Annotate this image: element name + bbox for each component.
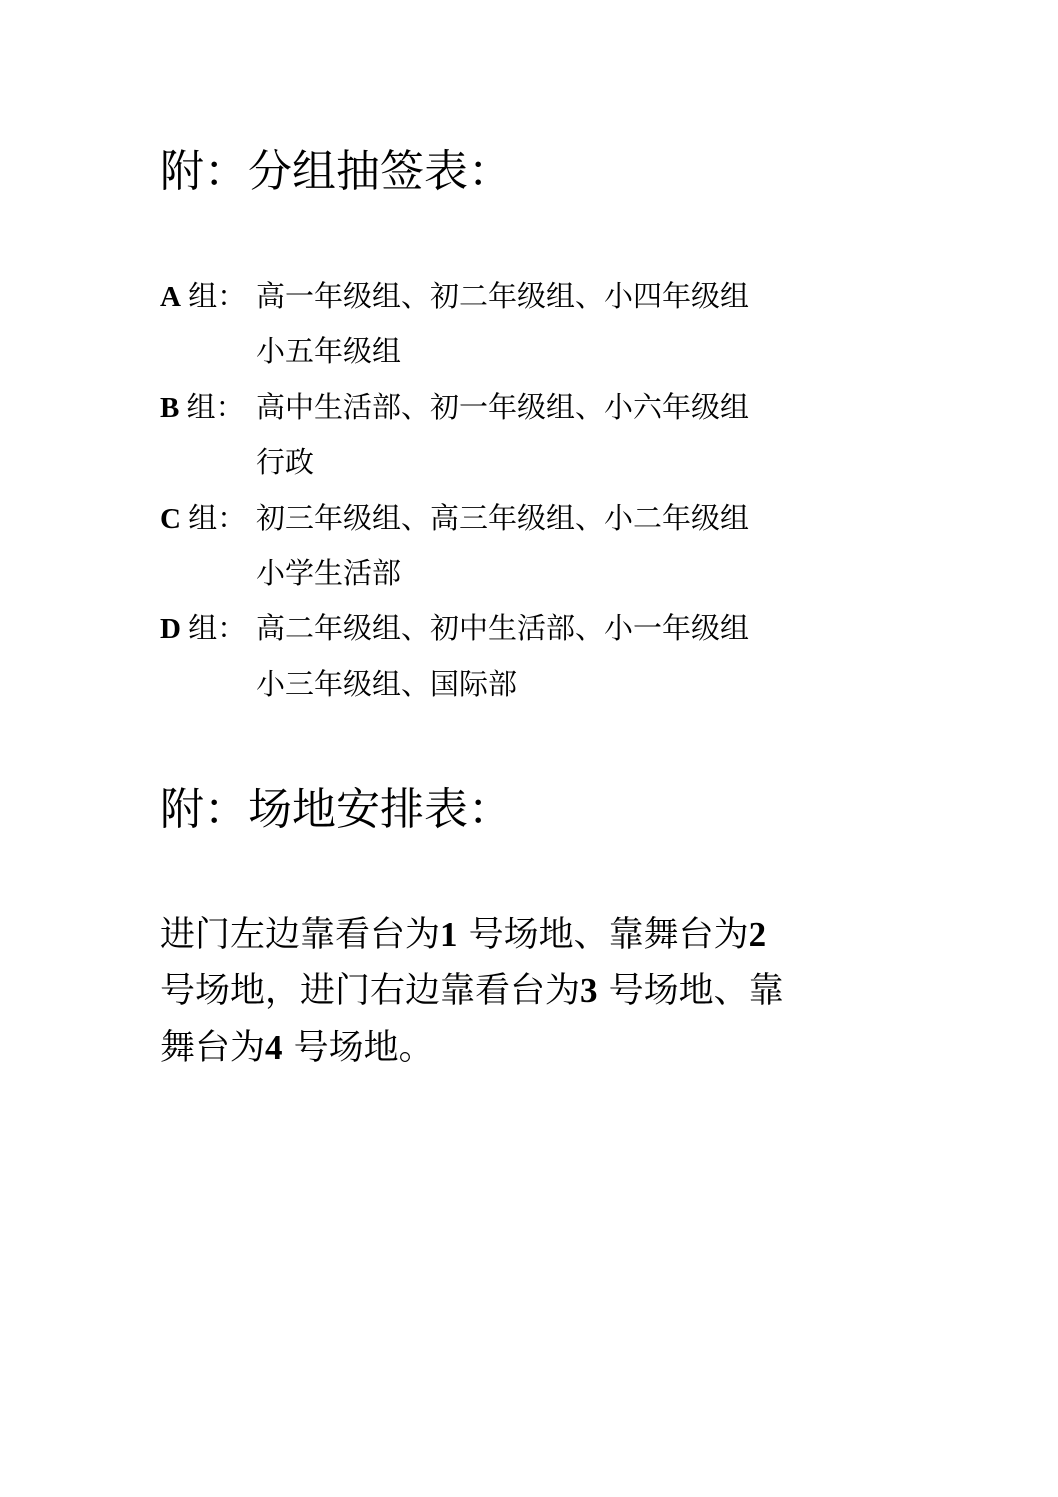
group-c-members-continued: 小学生活部 [256, 556, 402, 590]
group-c-suffix: 组： [180, 503, 247, 535]
venue-table-heading: 附：场地安排表： [160, 784, 512, 835]
group-c-label [160, 505, 256, 534]
group-c-letter: C [160, 503, 181, 535]
group-b-label [160, 394, 256, 423]
group-d-label [160, 615, 256, 644]
group-d-members-continued: 小三年级组、国际部 [256, 667, 518, 701]
venue-number: 4 [265, 1028, 283, 1067]
venue-text-line-1 [160, 917, 766, 953]
group-a-row [160, 279, 750, 313]
venue-text-segment: 号场地、靠舞台为 [457, 915, 749, 955]
venue-number: 3 [580, 971, 598, 1010]
draw-table-heading: 附：分组抽签表： [160, 146, 512, 197]
venue-text-segment: 进门左边靠看台为 [160, 915, 441, 955]
group-d-suffix: 组： [180, 613, 247, 645]
group-a-members: 高一年级组、初二年级组、小四年级组 [256, 279, 750, 313]
group-d-members: 高二年级组、初中生活部、小一年级组 [256, 611, 750, 645]
venue-text-segment: 舞台为 [160, 1028, 266, 1068]
group-a-letter: A [160, 281, 181, 313]
venue-number: 1 [440, 915, 458, 954]
group-b-suffix: 组： [179, 392, 245, 424]
group-d-letter: D [160, 613, 181, 645]
group-b-row [160, 390, 750, 424]
group-c-row [160, 501, 750, 535]
group-b-letter: B [160, 392, 180, 424]
group-a-suffix: 组： [180, 281, 247, 313]
venue-text-segment: 号场地。 [282, 1028, 434, 1068]
venue-text-line-3 [160, 1030, 434, 1066]
venue-text-segment: 号场地，进门右边靠看台为 [160, 971, 581, 1011]
venue-number: 2 [748, 915, 767, 954]
group-c-members: 初三年级组、高三年级组、小二年级组 [256, 501, 750, 535]
venue-text-line-2 [160, 973, 784, 1009]
group-a-label [160, 283, 256, 312]
group-b-members-continued: 行政 [256, 445, 315, 479]
venue-text-segment: 号场地、靠 [597, 971, 784, 1011]
group-a-members-continued: 小五年级组 [256, 334, 402, 368]
group-b-members: 高中生活部、初一年级组、小六年级组 [256, 390, 750, 424]
group-d-row [160, 611, 750, 645]
